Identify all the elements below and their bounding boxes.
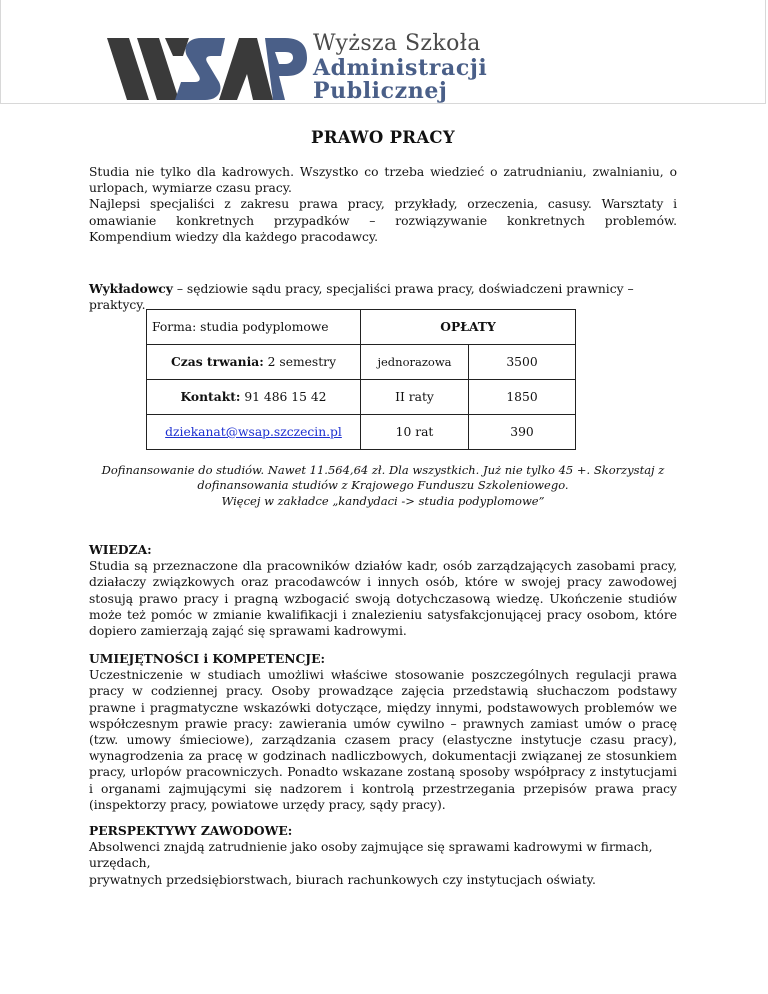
section-knowledge [89, 542, 677, 639]
fee-type: II raty [361, 380, 469, 415]
fee-type: jednorazowa [361, 345, 469, 380]
logo-p [265, 38, 307, 100]
section-heading: PERSPEKTYWY ZAWODOWE: [89, 823, 293, 838]
funding-line-3: Więcej w zakładce „kandydaci -> studia podyplomowe” [221, 493, 545, 508]
section-skills [89, 651, 677, 813]
funding-line-2: dofinansowania studiów z Krajowego Funduszu Szkoleniowego. [197, 478, 569, 493]
section-body: Studia są przeznaczone dla pracowników działów kadr, osób zarządzających zasobami pracy, działaczy związkowych oraz pracodawców i innych osób, które w swojej pracy zawodowej stosują prawo pracy i pragną wzbogacić swoją dotychczasową wiedzę. Ukończenie studiów może też pomóc w zmianie kwalifikacji i znalezieniu satysfakcjonującej pracy osobom, które dopiero zamierzają zająć się sprawami kadrowymi. [89, 559, 677, 639]
fee-amount: 3500 [469, 345, 576, 380]
section-heading: WIEDZA: [89, 542, 152, 557]
funding-line-1: Dofinansowanie do studiów. Nawet 11.564,64 zł. Dla wszystkich. Już nie tylko 45 +. Skorzystaj z [101, 463, 665, 477]
fee-amount: 1850 [469, 380, 576, 415]
logo-wordmark [313, 33, 487, 102]
intro-line-3: Kompendium wiedzy dla każdego pracodawcy. [89, 229, 379, 244]
section-body-line: Absolwenci znajdą zatrudnienie jako osoby zajmujące się sprawami kadrowymi w firmach, urzędach, [89, 840, 653, 871]
page-header [0, 0, 766, 104]
duration-cell [147, 345, 361, 380]
table-row [147, 310, 576, 345]
intro-paragraph [89, 164, 677, 245]
logo-w-right [165, 38, 189, 56]
duration-label: Czas trwania: [170, 353, 264, 369]
wsap-logo-mark [107, 38, 307, 100]
table-row [147, 380, 576, 415]
email-link[interactable]: dziekanat@wsap.szczecin.pl [165, 424, 342, 439]
table-row [147, 415, 576, 450]
duration-value: 2 semestry [263, 354, 337, 369]
contact-cell [147, 380, 361, 415]
page-title: PRAWO PRACY [311, 128, 455, 147]
logo-a [219, 38, 273, 100]
contact-label: Kontakt: [180, 388, 241, 404]
email-cell [147, 415, 361, 450]
section-body: Uczestniczenie w studiach umożliwi właściwe stosowanie poszczególnych regulacji prawa pracy w codziennej pracy. Osoby prowadzące zajęcia przedstawią słuchaczom podstawy prawne i pragmatyczne wskazówki dotyczące, między innymi, podstawowych problemów we współczesnym prawie pracy: zawierania umów cywilno – prawnych zamiast umów o pracę (tzw. umowy śmieciowe), zarządzania czasem pracy (elastyczne instytucje czasu pracy), wynagrodzenia za pracę w godzinach nadliczbowych, dokumentacji związanej ze stosunkiem pracy, urlopów pracowniczych. Ponadto wskazane zostaną sposoby współpracy z instytucjami i organami zajmującymi się nadzorem i kontrolą przestrzegania przepisów prawa pracy (inspektorzy pracy, powiatowe urzędy pracy, sądy pracy). [89, 668, 677, 812]
logo-line-1: Wyższa Szkoła [313, 31, 481, 56]
intro-line-1: Studia nie tylko dla kadrowych. Wszystko co trzeba wiedzieć o zatrudnianiu, zwalnianiu, o urlopach, wymiarze czasu pracy. [89, 165, 677, 196]
study-info-table [146, 309, 576, 450]
contact-value: 91 486 15 42 [240, 389, 327, 404]
fee-type: 10 rat [361, 415, 469, 450]
section-career [89, 823, 677, 888]
section-body-line: prywatnych przedsiębiorstwach, biurach rachunkowych czy instytucjach oświaty. [89, 872, 596, 887]
intro-line-2: Najlepsi specjaliści z zakresu prawa pracy, przykłady, orzeczenia, casusy. Warsztaty i omawianie konkretnych przypadków – rozwiązywanie konkretnych problemów. [89, 197, 677, 228]
funding-note [89, 463, 677, 509]
form-cell: Forma: studia podyplomowe [147, 310, 361, 345]
logo-line-3: Publicznej [313, 78, 448, 104]
lecturers-label: Wykładowcy [89, 281, 173, 296]
table-row [147, 345, 576, 380]
logo-line-2: Administracji [313, 55, 488, 81]
lecturers-text: – sędziowie sądu pracy, specjaliści prawa pracy, doświadczeni prawnicy – praktycy. [89, 282, 634, 313]
fees-header: OPŁATY [361, 310, 576, 345]
fee-amount: 390 [469, 415, 576, 450]
section-heading: UMIEJĘTNOŚCI i KOMPETENCJE: [89, 651, 325, 666]
